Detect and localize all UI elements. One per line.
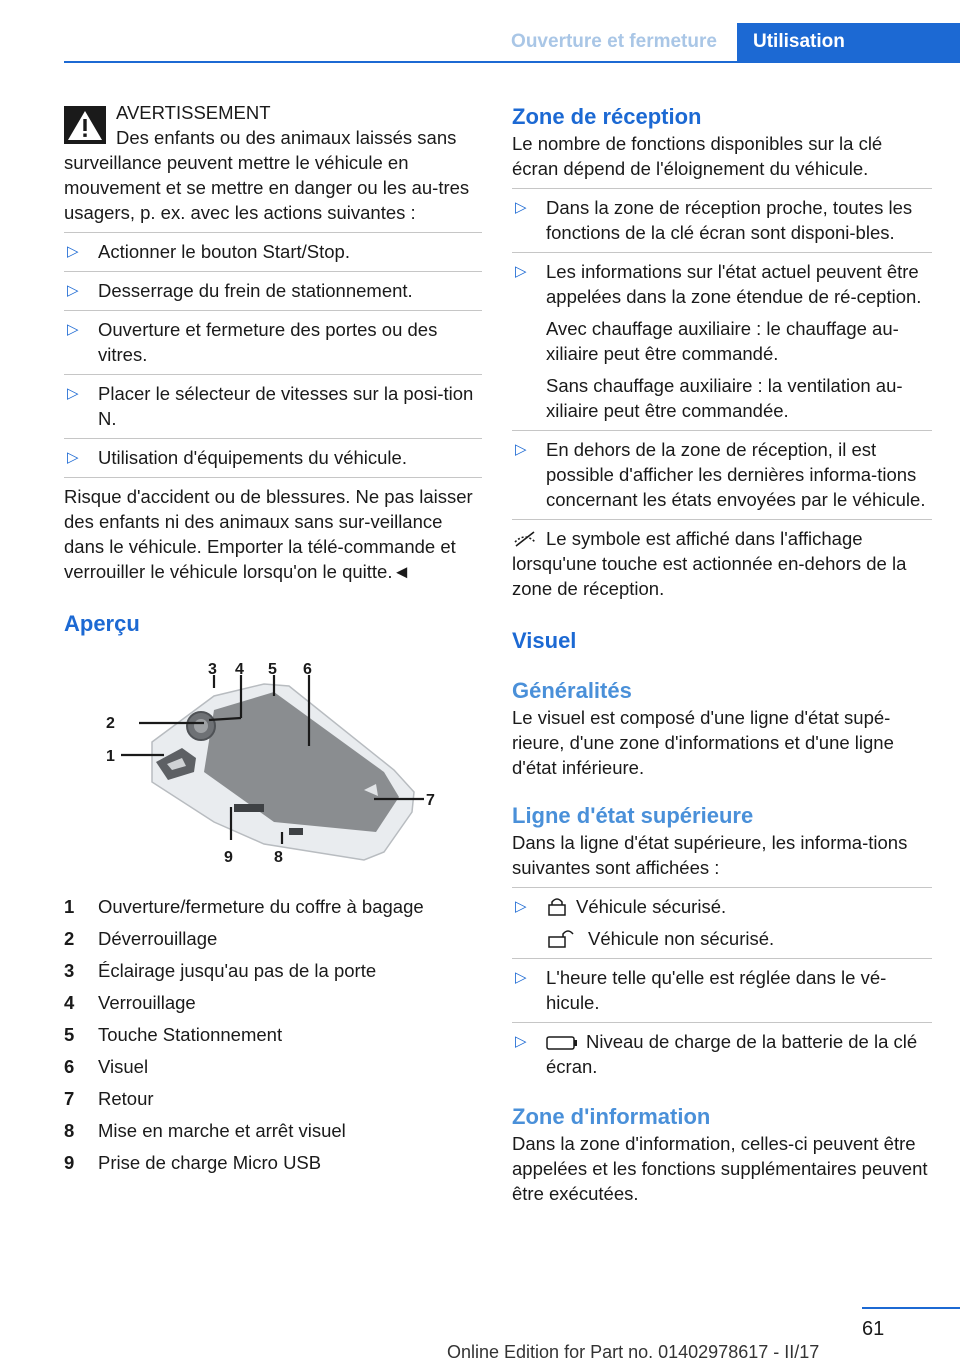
triangle-bullet-icon: ▷: [515, 441, 527, 458]
generalites-text: Le visuel est composé d'une ligne d'état supé-rieure, d'une zone d'informations et d'une ligne d'état inférieure.: [512, 707, 894, 778]
locked-icon: [546, 896, 568, 916]
figure-label-3: 3: [208, 662, 217, 678]
reception-sub-aux-heating: Avec chauffage auxiliaire : le chauffage au-xiliaire peut être commandé.: [546, 318, 899, 364]
warning-list: [64, 239, 482, 470]
unsecured-line: Véhicule non sécurisé.: [546, 926, 932, 951]
list-item: ▷ L'heure telle qu'elle est réglée dans le vé-hicule.: [515, 967, 887, 1013]
warning-conclusion: Risque d'accident ou de blessures. Ne pas laisser des enfants ni des animaux sans sur-veillance dans le véhicule. Emporter la télé-commande et verrouiller le véhicule lorsqu'on le quitte.◄: [64, 486, 473, 582]
ligne-etat-text: Dans la ligne d'état supérieure, les informa-tions suivantes sont affichées :: [512, 832, 908, 878]
display-key-figure: [64, 662, 482, 880]
display-key-illustration: [64, 662, 482, 880]
legend-row: 4 Verrouillage: [64, 992, 196, 1013]
triangle-bullet-icon: ▷: [515, 263, 527, 280]
figure-label-1: 1: [106, 748, 115, 765]
list-item: ▷ Véhicule sécurisé. Véhicule non sécurisé.: [512, 894, 932, 951]
subheading-generalites: Généralités: [512, 678, 632, 703]
legend-row: 6 Visuel: [64, 1056, 149, 1077]
triangle-bullet-icon: ▷: [67, 321, 79, 338]
triangle-bullet-icon: ▷: [67, 282, 79, 299]
legend-row: 3 Éclairage jusqu'au pas de la porte: [64, 960, 377, 981]
triangle-bullet-icon: ▷: [515, 199, 527, 216]
list-item: ▷ Niveau de charge de la batterie de la clé écran.: [515, 1031, 918, 1077]
list-item: ▷ Actionner le bouton Start/Stop.: [67, 241, 350, 262]
reception-sub-no-aux-heating: Sans chauffage auxiliaire : la ventilation au-xiliaire peut être commandée.: [546, 375, 903, 421]
figure-label-8: 8: [274, 849, 283, 866]
status-list: [512, 894, 932, 1079]
legend-row: 2 Déverrouillage: [64, 928, 218, 949]
unlocked-icon: [546, 928, 580, 948]
legend-row: 5 Touche Stationnement: [64, 1024, 283, 1045]
list-item: ▷ Placer le sélecteur de vitesses sur la posi-tion N.: [67, 383, 474, 429]
legend-row: 9 Prise de charge Micro USB: [64, 1152, 322, 1173]
list-item: ▷ Ouverture et fermeture des portes ou des vitres.: [67, 319, 438, 365]
section-heading-visuel: Visuel: [512, 628, 577, 653]
triangle-bullet-icon: ▷: [67, 385, 79, 402]
subheading-ligne-etat: Ligne d'état supérieure: [512, 803, 754, 828]
divider: [64, 232, 482, 233]
header-section-title: Ouverture et fermeture: [511, 31, 717, 52]
list-item: ▷ En dehors de la zone de réception, il est possible d'afficher les dernières informa-tions concernant les états envoyées par le véhicule.: [515, 439, 926, 510]
edition-footer: Online Edition for Part no. 01402978617 - II/17: [447, 1342, 820, 1362]
section-heading-apercu: Aperçu: [64, 611, 140, 636]
footer-rule: [862, 1307, 960, 1309]
triangle-bullet-icon: ▷: [67, 243, 79, 260]
divider: [64, 477, 482, 478]
list-item: ▷ Les informations sur l'état actuel peuvent être appelées dans la zone étendue de ré-ception. Avec chauffage auxiliaire : le chauffage au-xiliaire peut être commandé. Sans chauffage auxiliaire : la ventilation au-xiliaire peut être commandée.: [512, 259, 932, 423]
figure-label-9: 9: [224, 849, 233, 866]
triangle-bullet-icon: ▷: [67, 449, 79, 466]
subheading-zone-information: Zone d'information: [512, 1104, 711, 1129]
triangle-bullet-icon: ▷: [515, 969, 527, 986]
legend-row: 1 Ouverture/fermeture du coffre à bagage: [64, 896, 424, 917]
section-heading-reception: Zone de réception: [512, 104, 702, 129]
legend-row: 8 Mise en marche et arrêt visuel: [64, 1120, 346, 1141]
list-item: ▷ Desserrage du frein de stationnement.: [67, 280, 413, 301]
triangle-bullet-icon: ▷: [515, 898, 527, 915]
figure-legend: [64, 894, 482, 1175]
right-column: [512, 100, 932, 1206]
left-column: [64, 100, 482, 1182]
warning-block: [64, 100, 482, 225]
legend-row: 7 Retour: [64, 1088, 154, 1109]
warning-title: AVERTISSEMENT: [116, 102, 271, 123]
divider: [512, 519, 932, 520]
triangle-bullet-icon: ▷: [515, 1033, 527, 1050]
divider: [512, 188, 932, 189]
list-item: ▷ Dans la zone de réception proche, toutes les fonctions de la clé écran sont disponi-bles.: [515, 197, 913, 243]
figure-label-2: 2: [106, 715, 115, 732]
out-of-range-icon: [512, 530, 538, 548]
reception-list: [512, 195, 932, 512]
warning-text: Des enfants ou des animaux laissés sans surveillance peuvent mettre le véhicule en mouvement et se mettre en danger ou les au-tres usagers, p. ex. avec les actions suivantes :: [64, 127, 470, 223]
reception-symbol-note: Le symbole est affiché dans l'affichage lorsqu'une touche est actionnée en-dehors de la zone de réception.: [512, 528, 907, 599]
warning-triangle-icon: [64, 106, 106, 144]
figure-label-6: 6: [303, 662, 312, 678]
header-chapter-tab: Utilisation: [737, 23, 960, 61]
divider: [512, 887, 932, 888]
reception-intro: Le nombre de fonctions disponibles sur la clé écran dépend de l'éloignement du véhicule.: [512, 133, 883, 179]
header-rule: [64, 61, 960, 63]
list-item: ▷ Utilisation d'équipements du véhicule.: [67, 447, 407, 468]
figure-label-5: 5: [268, 662, 277, 678]
zone-information-text: Dans la zone d'information, celles-ci peuvent être appelées et les fonctions supplémentaires peuvent être exécutées.: [512, 1133, 928, 1204]
battery-icon: [546, 1035, 578, 1051]
figure-label-7: 7: [426, 792, 435, 809]
figure-label-4: 4: [235, 662, 244, 678]
page-number: 61: [862, 1318, 885, 1340]
